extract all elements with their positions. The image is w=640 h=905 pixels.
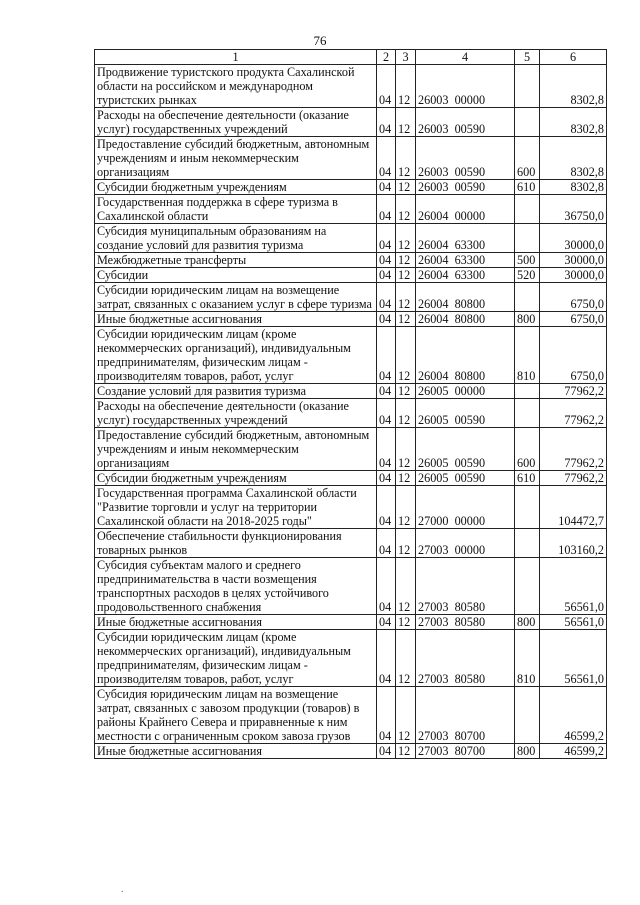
table-row: [95, 486, 607, 529]
row-description: Субсидии юридическим лицам (кроме некоммерческих организаций), индивидуальным предпринимателям, физическим лицам - производителям товаров, работ, услуг: [95, 630, 377, 687]
row-target-article: 27003 80700: [416, 687, 515, 744]
table-row: [95, 268, 607, 283]
row-expense-type: 610: [515, 180, 540, 195]
row-subsection: 12: [396, 399, 416, 428]
table-row: [95, 327, 607, 384]
row-description: Субсидии: [95, 268, 377, 283]
row-expense-type: 520: [515, 268, 540, 283]
row-expense-type: 810: [515, 630, 540, 687]
row-amount: 46599,2: [540, 687, 607, 744]
row-description: Расходы на обеспечение деятельности (оказание услуг) государственных учреждений: [95, 108, 377, 137]
row-subsection: 12: [396, 428, 416, 471]
table-body: [95, 50, 607, 759]
header-col-2: 2: [377, 50, 396, 65]
row-amount: 77962,2: [540, 399, 607, 428]
row-description: Предоставление субсидий бюджетным, автономным учреждениям и иным некоммерческим организациям: [95, 137, 377, 180]
row-target-article: 27003 00000: [416, 529, 515, 558]
row-section: 04: [377, 744, 396, 759]
row-expense-type: [515, 486, 540, 529]
header-col-6: 6: [540, 50, 607, 65]
row-subsection: 12: [396, 615, 416, 630]
scan-mark: .: [121, 884, 124, 895]
row-description: Субсидия муниципальным образованиям на создание условий для развития туризма: [95, 224, 377, 253]
row-subsection: 12: [396, 486, 416, 529]
row-target-article: 27003 80580: [416, 615, 515, 630]
row-amount: 6750,0: [540, 312, 607, 327]
table-header-row: [95, 50, 607, 65]
row-subsection: 12: [396, 283, 416, 312]
row-section: 04: [377, 312, 396, 327]
row-target-article: 27000 00000: [416, 486, 515, 529]
row-section: 04: [377, 108, 396, 137]
table-row: [95, 687, 607, 744]
row-section: 04: [377, 471, 396, 486]
row-section: 04: [377, 630, 396, 687]
table-row: [95, 399, 607, 428]
row-section: 04: [377, 399, 396, 428]
row-description: Расходы на обеспечение деятельности (оказание услуг) государственных учреждений: [95, 399, 377, 428]
row-expense-type: [515, 687, 540, 744]
row-target-article: 27003 80580: [416, 558, 515, 615]
table-row: [95, 471, 607, 486]
row-description: Межбюджетные трансферты: [95, 253, 377, 268]
row-amount: 77962,2: [540, 384, 607, 399]
row-section: 04: [377, 268, 396, 283]
row-amount: 8302,8: [540, 137, 607, 180]
row-target-article: 27003 80580: [416, 630, 515, 687]
row-target-article: 26003 00590: [416, 108, 515, 137]
row-target-article: 26004 80800: [416, 283, 515, 312]
row-expense-type: [515, 384, 540, 399]
row-description: Иные бюджетные ассигнования: [95, 744, 377, 759]
row-expense-type: [515, 65, 540, 108]
row-expense-type: [515, 195, 540, 224]
row-target-article: 26004 63300: [416, 253, 515, 268]
row-section: 04: [377, 558, 396, 615]
table-row: [95, 529, 607, 558]
row-amount: 77962,2: [540, 471, 607, 486]
row-subsection: 12: [396, 65, 416, 108]
row-amount: 56561,0: [540, 615, 607, 630]
page-number: 76: [313, 33, 327, 48]
row-section: 04: [377, 224, 396, 253]
row-description: Государственная программа Сахалинской области "Развитие торговли и услуг на территории Сахалинской области на 2018-2025 годы": [95, 486, 377, 529]
row-subsection: 12: [396, 384, 416, 399]
row-amount: 30000,0: [540, 253, 607, 268]
row-amount: 8302,8: [540, 108, 607, 137]
row-description: Предоставление субсидий бюджетным, автономным учреждениям и иным некоммерческим организациям: [95, 428, 377, 471]
table-row: [95, 195, 607, 224]
row-section: 04: [377, 529, 396, 558]
row-subsection: 12: [396, 327, 416, 384]
table-row: [95, 558, 607, 615]
row-amount: 8302,8: [540, 180, 607, 195]
row-section: 04: [377, 428, 396, 471]
row-subsection: 12: [396, 137, 416, 180]
budget-table: [94, 49, 607, 759]
row-subsection: 12: [396, 312, 416, 327]
row-subsection: 12: [396, 180, 416, 195]
row-section: 04: [377, 687, 396, 744]
table-row: [95, 180, 607, 195]
row-amount: 104472,7: [540, 486, 607, 529]
header-col-5: 5: [515, 50, 540, 65]
row-amount: 8302,8: [540, 65, 607, 108]
header-col-3: 3: [396, 50, 416, 65]
row-target-article: 26003 00590: [416, 137, 515, 180]
row-section: 04: [377, 195, 396, 224]
row-section: 04: [377, 327, 396, 384]
row-amount: 6750,0: [540, 327, 607, 384]
row-section: 04: [377, 283, 396, 312]
row-description: Обеспечение стабильности функционирования товарных рынков: [95, 529, 377, 558]
row-subsection: 12: [396, 687, 416, 744]
table-row: [95, 283, 607, 312]
row-description: Государственная поддержка в сфере туризма в Сахалинской области: [95, 195, 377, 224]
table-row: [95, 253, 607, 268]
row-expense-type: 600: [515, 428, 540, 471]
row-amount: 36750,0: [540, 195, 607, 224]
row-description: Продвижение туристского продукта Сахалинской области на российском и международном туристских рынках: [95, 65, 377, 108]
header-col-4: 4: [416, 50, 515, 65]
row-target-article: 26004 63300: [416, 268, 515, 283]
table-row: [95, 615, 607, 630]
row-target-article: 26005 00000: [416, 384, 515, 399]
row-expense-type: 810: [515, 327, 540, 384]
table-row: [95, 428, 607, 471]
row-amount: 56561,0: [540, 558, 607, 615]
row-subsection: 12: [396, 529, 416, 558]
table-row: [95, 744, 607, 759]
row-description: Субсидии юридическим лицам (кроме некоммерческих организаций), индивидуальным предпринимателям, физическим лицам - производителям товаров, работ, услуг: [95, 327, 377, 384]
row-expense-type: 800: [515, 615, 540, 630]
row-expense-type: [515, 529, 540, 558]
row-description: Субсидии бюджетным учреждениям: [95, 180, 377, 195]
row-section: 04: [377, 180, 396, 195]
row-expense-type: 600: [515, 137, 540, 180]
row-section: 04: [377, 384, 396, 399]
row-expense-type: [515, 283, 540, 312]
row-target-article: 26004 80800: [416, 327, 515, 384]
row-target-article: 26004 80800: [416, 312, 515, 327]
row-section: 04: [377, 65, 396, 108]
row-subsection: 12: [396, 630, 416, 687]
row-expense-type: [515, 399, 540, 428]
row-amount: 30000,0: [540, 224, 607, 253]
row-section: 04: [377, 615, 396, 630]
row-amount: 56561,0: [540, 630, 607, 687]
row-target-article: 26004 63300: [416, 224, 515, 253]
row-subsection: 12: [396, 268, 416, 283]
row-subsection: 12: [396, 108, 416, 137]
row-subsection: 12: [396, 224, 416, 253]
row-amount: 77962,2: [540, 428, 607, 471]
table-row: [95, 630, 607, 687]
row-expense-type: 500: [515, 253, 540, 268]
table-row: [95, 137, 607, 180]
row-target-article: 26005 00590: [416, 399, 515, 428]
table-row: [95, 384, 607, 399]
row-subsection: 12: [396, 558, 416, 615]
row-subsection: 12: [396, 471, 416, 486]
row-description: Создание условий для развития туризма: [95, 384, 377, 399]
row-description: Субсидии юридическим лицам на возмещение затрат, связанных с оказанием услуг в сфере туризма: [95, 283, 377, 312]
row-expense-type: 610: [515, 471, 540, 486]
header-col-1: 1: [95, 50, 377, 65]
row-description: Субсидия юридическим лицам на возмещение затрат, связанных с завозом продукции (товаров) в районы Крайнего Севера и приравненные к ним местности с ограниченным сроком завоза грузов: [95, 687, 377, 744]
row-target-article: 26004 00000: [416, 195, 515, 224]
table-row: [95, 224, 607, 253]
row-target-article: 26005 00590: [416, 471, 515, 486]
row-description: Субсидии бюджетным учреждениям: [95, 471, 377, 486]
row-expense-type: [515, 558, 540, 615]
row-target-article: 27003 80700: [416, 744, 515, 759]
row-section: 04: [377, 486, 396, 529]
row-section: 04: [377, 137, 396, 180]
row-amount: 103160,2: [540, 529, 607, 558]
row-amount: 30000,0: [540, 268, 607, 283]
table-row: [95, 65, 607, 108]
row-subsection: 12: [396, 744, 416, 759]
row-description: Иные бюджетные ассигнования: [95, 615, 377, 630]
row-section: 04: [377, 253, 396, 268]
row-description: Иные бюджетные ассигнования: [95, 312, 377, 327]
row-expense-type: [515, 108, 540, 137]
row-target-article: 26005 00590: [416, 428, 515, 471]
row-subsection: 12: [396, 195, 416, 224]
row-subsection: 12: [396, 253, 416, 268]
row-expense-type: [515, 224, 540, 253]
row-amount: 6750,0: [540, 283, 607, 312]
row-expense-type: 800: [515, 744, 540, 759]
row-target-article: 26003 00590: [416, 180, 515, 195]
table-row: [95, 312, 607, 327]
row-target-article: 26003 00000: [416, 65, 515, 108]
row-expense-type: 800: [515, 312, 540, 327]
row-amount: 46599,2: [540, 744, 607, 759]
table-row: [95, 108, 607, 137]
row-description: Субсидия субъектам малого и среднего предпринимательства в части возмещения транспортных расходов в целях устойчивого продовольственного снабжения: [95, 558, 377, 615]
